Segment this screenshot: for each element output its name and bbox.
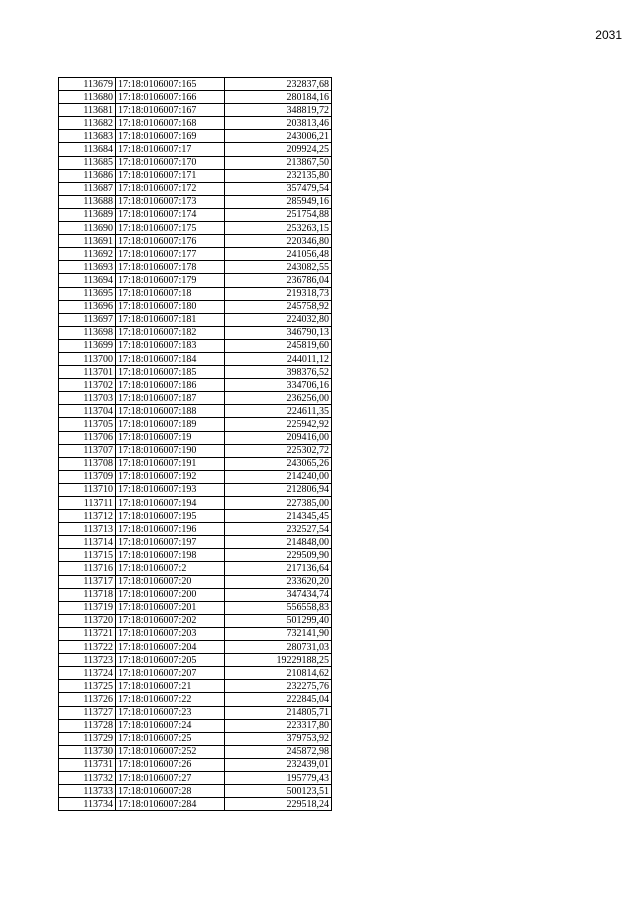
value-cell: 243006,21 xyxy=(225,130,332,143)
table-row xyxy=(59,195,332,208)
cadastral-number-cell: 17:18:0106007:201 xyxy=(116,601,225,614)
cadastral-number-cell: 17:18:0106007:2 xyxy=(116,562,225,575)
table-row xyxy=(59,732,332,745)
table-row xyxy=(59,562,332,575)
row-index-cell: 113730 xyxy=(59,745,116,758)
value-cell: 222845,04 xyxy=(225,693,332,706)
cadastral-number-cell: 17:18:0106007:174 xyxy=(116,208,225,221)
row-index-cell: 113682 xyxy=(59,117,116,130)
table-row xyxy=(59,444,332,457)
cadastral-number-cell: 17:18:0106007:25 xyxy=(116,732,225,745)
value-cell: 224032,80 xyxy=(225,313,332,326)
value-cell: 347434,74 xyxy=(225,588,332,601)
row-index-cell: 113728 xyxy=(59,719,116,732)
cadastral-number-cell: 17:18:0106007:17 xyxy=(116,143,225,156)
value-cell: 210814,62 xyxy=(225,667,332,680)
cadastral-number-cell: 17:18:0106007:173 xyxy=(116,195,225,208)
cadastral-number-cell: 17:18:0106007:182 xyxy=(116,326,225,339)
value-cell: 732141,90 xyxy=(225,627,332,640)
cadastral-number-cell: 17:18:0106007:168 xyxy=(116,117,225,130)
row-index-cell: 113693 xyxy=(59,261,116,274)
row-index-cell: 113691 xyxy=(59,235,116,248)
value-cell: 280731,03 xyxy=(225,641,332,654)
cadastral-number-cell: 17:18:0106007:22 xyxy=(116,693,225,706)
row-index-cell: 113701 xyxy=(59,366,116,379)
row-index-cell: 113699 xyxy=(59,339,116,352)
cadastral-number-cell: 17:18:0106007:196 xyxy=(116,523,225,536)
row-index-cell: 113705 xyxy=(59,418,116,431)
cadastral-number-cell: 17:18:0106007:27 xyxy=(116,771,225,784)
value-cell: 556558,83 xyxy=(225,601,332,614)
cadastral-number-cell: 17:18:0106007:200 xyxy=(116,588,225,601)
row-index-cell: 113702 xyxy=(59,379,116,392)
cadastral-number-cell: 17:18:0106007:176 xyxy=(116,235,225,248)
row-index-cell: 113703 xyxy=(59,392,116,405)
value-cell: 224611,35 xyxy=(225,405,332,418)
cadastral-number-cell: 17:18:0106007:188 xyxy=(116,405,225,418)
cadastral-number-cell: 17:18:0106007:26 xyxy=(116,758,225,771)
value-cell: 241056,48 xyxy=(225,248,332,261)
cadastral-number-cell: 17:18:0106007:166 xyxy=(116,91,225,104)
table-row xyxy=(59,366,332,379)
row-index-cell: 113710 xyxy=(59,483,116,496)
value-cell: 348819,72 xyxy=(225,104,332,117)
table-row xyxy=(59,339,332,352)
row-index-cell: 113717 xyxy=(59,575,116,588)
row-index-cell: 113686 xyxy=(59,169,116,182)
value-cell: 379753,92 xyxy=(225,732,332,745)
value-cell: 500123,51 xyxy=(225,785,332,798)
value-cell: 357479,54 xyxy=(225,182,332,195)
value-cell: 19229188,25 xyxy=(225,654,332,667)
row-index-cell: 113679 xyxy=(59,78,116,91)
row-index-cell: 113706 xyxy=(59,431,116,444)
cadastral-number-cell: 17:18:0106007:184 xyxy=(116,352,225,365)
table-row xyxy=(59,536,332,549)
value-cell: 334706,16 xyxy=(225,379,332,392)
row-index-cell: 113698 xyxy=(59,326,116,339)
cadastral-number-cell: 17:18:0106007:18 xyxy=(116,287,225,300)
row-index-cell: 113716 xyxy=(59,562,116,575)
cadastral-number-cell: 17:18:0106007:193 xyxy=(116,483,225,496)
table-row xyxy=(59,300,332,313)
value-cell: 229509,90 xyxy=(225,549,332,562)
value-cell: 220346,80 xyxy=(225,235,332,248)
row-index-cell: 113713 xyxy=(59,523,116,536)
value-cell: 214345,45 xyxy=(225,510,332,523)
value-cell: 232135,80 xyxy=(225,169,332,182)
row-index-cell: 113727 xyxy=(59,706,116,719)
table-row xyxy=(59,641,332,654)
table-row xyxy=(59,614,332,627)
row-index-cell: 113720 xyxy=(59,614,116,627)
value-cell: 346790,13 xyxy=(225,326,332,339)
value-cell: 501299,40 xyxy=(225,614,332,627)
row-index-cell: 113709 xyxy=(59,470,116,483)
cadastral-number-cell: 17:18:0106007:205 xyxy=(116,654,225,667)
row-index-cell: 113689 xyxy=(59,208,116,221)
table-row xyxy=(59,483,332,496)
cadastral-number-cell: 17:18:0106007:183 xyxy=(116,339,225,352)
row-index-cell: 113734 xyxy=(59,798,116,811)
value-cell: 225942,92 xyxy=(225,418,332,431)
row-index-cell: 113685 xyxy=(59,156,116,169)
cadastral-number-cell: 17:18:0106007:194 xyxy=(116,497,225,510)
value-cell: 243082,55 xyxy=(225,261,332,274)
table-row xyxy=(59,156,332,169)
cadastral-number-cell: 17:18:0106007:178 xyxy=(116,261,225,274)
cadastral-number-cell: 17:18:0106007:192 xyxy=(116,470,225,483)
table-row xyxy=(59,785,332,798)
table-row xyxy=(59,418,332,431)
row-index-cell: 113715 xyxy=(59,549,116,562)
table-row xyxy=(59,654,332,667)
cadastral-number-cell: 17:18:0106007:181 xyxy=(116,313,225,326)
value-cell: 236256,00 xyxy=(225,392,332,405)
row-index-cell: 113694 xyxy=(59,274,116,287)
row-index-cell: 113692 xyxy=(59,248,116,261)
table-row xyxy=(59,248,332,261)
value-cell: 253263,15 xyxy=(225,222,332,235)
row-index-cell: 113700 xyxy=(59,352,116,365)
table-row xyxy=(59,91,332,104)
value-cell: 245758,92 xyxy=(225,300,332,313)
value-cell: 251754,88 xyxy=(225,208,332,221)
row-index-cell: 113712 xyxy=(59,510,116,523)
cadastral-number-cell: 17:18:0106007:185 xyxy=(116,366,225,379)
row-index-cell: 113680 xyxy=(59,91,116,104)
table-row xyxy=(59,143,332,156)
table-row xyxy=(59,130,332,143)
cadastral-number-cell: 17:18:0106007:198 xyxy=(116,549,225,562)
cadastral-number-cell: 17:18:0106007:190 xyxy=(116,444,225,457)
value-cell: 214240,00 xyxy=(225,470,332,483)
table-row xyxy=(59,405,332,418)
cadastral-number-cell: 17:18:0106007:165 xyxy=(116,78,225,91)
cadastral-number-cell: 17:18:0106007:172 xyxy=(116,182,225,195)
row-index-cell: 113704 xyxy=(59,405,116,418)
row-index-cell: 113718 xyxy=(59,588,116,601)
table-row xyxy=(59,601,332,614)
row-index-cell: 113688 xyxy=(59,195,116,208)
table-row xyxy=(59,745,332,758)
value-cell: 245819,60 xyxy=(225,339,332,352)
cadastral-number-cell: 17:18:0106007:197 xyxy=(116,536,225,549)
row-index-cell: 113683 xyxy=(59,130,116,143)
table-row xyxy=(59,706,332,719)
value-cell: 212806,94 xyxy=(225,483,332,496)
row-index-cell: 113726 xyxy=(59,693,116,706)
value-cell: 232837,68 xyxy=(225,78,332,91)
value-cell: 225302,72 xyxy=(225,444,332,457)
cadastral-number-cell: 17:18:0106007:23 xyxy=(116,706,225,719)
value-cell: 280184,16 xyxy=(225,91,332,104)
row-index-cell: 113708 xyxy=(59,457,116,470)
table-row xyxy=(59,274,332,287)
value-cell: 232527,54 xyxy=(225,523,332,536)
value-cell: 214805,71 xyxy=(225,706,332,719)
cadastral-number-cell: 17:18:0106007:167 xyxy=(116,104,225,117)
row-index-cell: 113721 xyxy=(59,627,116,640)
table-row xyxy=(59,575,332,588)
value-cell: 209416,00 xyxy=(225,431,332,444)
value-cell: 214848,00 xyxy=(225,536,332,549)
value-cell: 217136,64 xyxy=(225,562,332,575)
table-row xyxy=(59,771,332,784)
cadastral-number-cell: 17:18:0106007:170 xyxy=(116,156,225,169)
cadastral-number-cell: 17:18:0106007:175 xyxy=(116,222,225,235)
row-index-cell: 113695 xyxy=(59,287,116,300)
cadastral-number-cell: 17:18:0106007:169 xyxy=(116,130,225,143)
row-index-cell: 113723 xyxy=(59,654,116,667)
table-row xyxy=(59,182,332,195)
cadastral-number-cell: 17:18:0106007:195 xyxy=(116,510,225,523)
value-cell: 232275,76 xyxy=(225,680,332,693)
cadastral-number-cell: 17:18:0106007:202 xyxy=(116,614,225,627)
table-row xyxy=(59,379,332,392)
value-cell: 245872,98 xyxy=(225,745,332,758)
cadastral-number-cell: 17:18:0106007:180 xyxy=(116,300,225,313)
cadastral-number-cell: 17:18:0106007:20 xyxy=(116,575,225,588)
table-row xyxy=(59,798,332,811)
table-row xyxy=(59,549,332,562)
table-row xyxy=(59,457,332,470)
table-row xyxy=(59,627,332,640)
cadastral-number-cell: 17:18:0106007:252 xyxy=(116,745,225,758)
value-cell: 233620,20 xyxy=(225,575,332,588)
value-cell: 229518,24 xyxy=(225,798,332,811)
value-cell: 398376,52 xyxy=(225,366,332,379)
row-index-cell: 113719 xyxy=(59,601,116,614)
cadastral-number-cell: 17:18:0106007:19 xyxy=(116,431,225,444)
table-row xyxy=(59,352,332,365)
row-index-cell: 113696 xyxy=(59,300,116,313)
table-row xyxy=(59,326,332,339)
cadastral-value-table xyxy=(58,77,332,811)
table-row xyxy=(59,497,332,510)
cadastral-number-cell: 17:18:0106007:203 xyxy=(116,627,225,640)
value-cell: 223317,80 xyxy=(225,719,332,732)
cadastral-number-cell: 17:18:0106007:24 xyxy=(116,719,225,732)
table-row xyxy=(59,667,332,680)
row-index-cell: 113722 xyxy=(59,641,116,654)
value-cell: 236786,04 xyxy=(225,274,332,287)
value-cell: 203813,46 xyxy=(225,117,332,130)
table-row xyxy=(59,104,332,117)
table-row xyxy=(59,117,332,130)
row-index-cell: 113690 xyxy=(59,222,116,235)
cadastral-number-cell: 17:18:0106007:187 xyxy=(116,392,225,405)
row-index-cell: 113731 xyxy=(59,758,116,771)
table-row xyxy=(59,431,332,444)
cadastral-number-cell: 17:18:0106007:207 xyxy=(116,667,225,680)
row-index-cell: 113697 xyxy=(59,313,116,326)
value-cell: 243065,26 xyxy=(225,457,332,470)
table-row xyxy=(59,261,332,274)
table-row xyxy=(59,313,332,326)
table-row xyxy=(59,523,332,536)
table-row xyxy=(59,222,332,235)
row-index-cell: 113729 xyxy=(59,732,116,745)
value-cell: 227385,00 xyxy=(225,497,332,510)
row-index-cell: 113681 xyxy=(59,104,116,117)
row-index-cell: 113732 xyxy=(59,771,116,784)
table-row xyxy=(59,588,332,601)
cadastral-number-cell: 17:18:0106007:284 xyxy=(116,798,225,811)
value-cell: 232439,01 xyxy=(225,758,332,771)
value-cell: 209924,25 xyxy=(225,143,332,156)
cadastral-number-cell: 17:18:0106007:21 xyxy=(116,680,225,693)
table-row xyxy=(59,392,332,405)
table-row xyxy=(59,287,332,300)
row-index-cell: 113711 xyxy=(59,497,116,510)
page-number: 2031 xyxy=(595,28,622,42)
value-cell: 244011,12 xyxy=(225,352,332,365)
cadastral-number-cell: 17:18:0106007:177 xyxy=(116,248,225,261)
row-index-cell: 113724 xyxy=(59,667,116,680)
cadastral-number-cell: 17:18:0106007:189 xyxy=(116,418,225,431)
value-cell: 213867,50 xyxy=(225,156,332,169)
row-index-cell: 113714 xyxy=(59,536,116,549)
table-body xyxy=(59,78,332,811)
table-row xyxy=(59,693,332,706)
table-row xyxy=(59,78,332,91)
row-index-cell: 113725 xyxy=(59,680,116,693)
row-index-cell: 113687 xyxy=(59,182,116,195)
cadastral-number-cell: 17:18:0106007:171 xyxy=(116,169,225,182)
row-index-cell: 113733 xyxy=(59,785,116,798)
value-cell: 285949,16 xyxy=(225,195,332,208)
table-row xyxy=(59,169,332,182)
table-row xyxy=(59,470,332,483)
value-cell: 219318,73 xyxy=(225,287,332,300)
cadastral-number-cell: 17:18:0106007:179 xyxy=(116,274,225,287)
cadastral-number-cell: 17:18:0106007:191 xyxy=(116,457,225,470)
table-row xyxy=(59,208,332,221)
table-row xyxy=(59,235,332,248)
cadastral-number-cell: 17:18:0106007:186 xyxy=(116,379,225,392)
value-cell: 195779,43 xyxy=(225,771,332,784)
row-index-cell: 113684 xyxy=(59,143,116,156)
cadastral-number-cell: 17:18:0106007:28 xyxy=(116,785,225,798)
table-row xyxy=(59,719,332,732)
row-index-cell: 113707 xyxy=(59,444,116,457)
table-row xyxy=(59,510,332,523)
table-row xyxy=(59,758,332,771)
table-row xyxy=(59,680,332,693)
cadastral-number-cell: 17:18:0106007:204 xyxy=(116,641,225,654)
